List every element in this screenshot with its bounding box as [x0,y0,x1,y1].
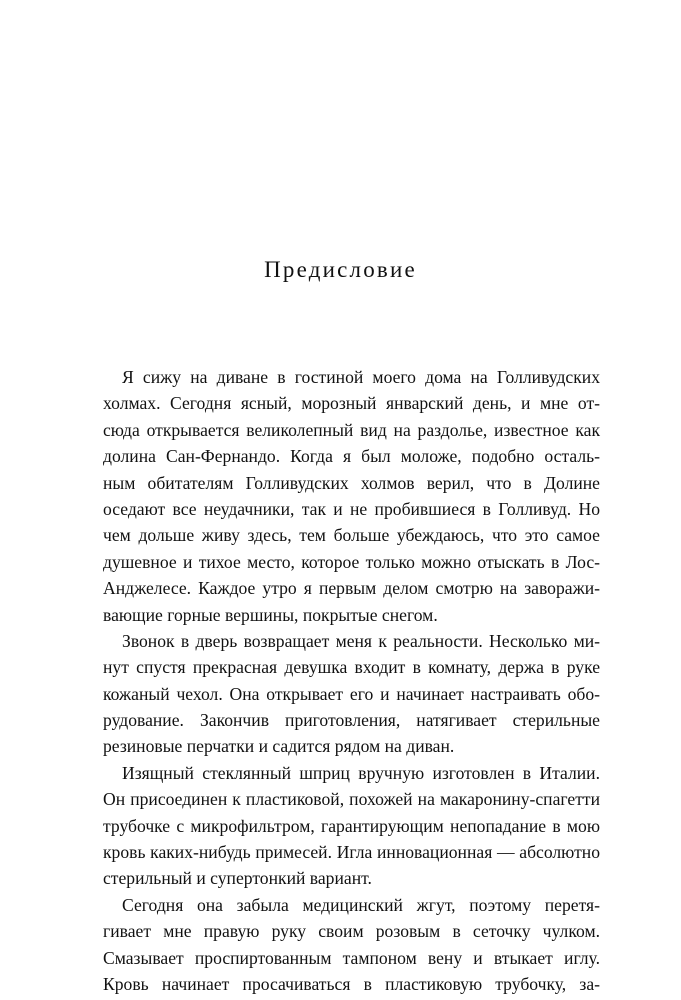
text-line: холмах. Сегодня ясный, морозный январский день, и мне от- [103,393,600,414]
text-line: долина Сан-Фернандо. Когда я был моложе, подобно осталь- [103,446,600,467]
paragraph [103,628,600,760]
text-line: сюда открывается великолепный вид на раздолье, известное как [103,419,600,440]
paragraph [103,364,600,628]
text-line: нут спустя прекрасная девушка входит в комнату, держа в руке [103,657,600,678]
text-line: Я сижу на диване в гостиной моего дома на Голливудских [122,367,600,387]
text-line: оседают все неудачники, так и не пробившиеся в Голливуд. Но [103,498,600,519]
text-line: Изящный стеклянный шприц вручную изготовлен в Италии. [122,762,600,783]
text-line: Звонок в дверь возвращает меня к реальности. Несколько ми- [122,630,600,651]
paragraph [103,892,600,998]
text-line: Он присоединен к пластиковой, похожей на макаронину-спагетти [103,789,600,810]
chapter-body [103,364,600,997]
text-line: душевное и тихое место, которое только можно отыскать в Лос- [103,551,600,572]
text-line: Сегодня она забыла медицинский жгут, поэтому перетя- [122,894,600,915]
text-line: кожаный чехол. Она открывает его и начинает настраивать обо- [103,683,600,704]
text-line: стерильный и супертонкий вариант. [103,868,372,889]
text-line: Кровь начинает просачиваться в пластиковую трубочку, за- [103,973,600,994]
text-line: ным обитателям Голливудских холмов верил, что в Долине [103,472,600,493]
text-line: гивает мне правую руку своим розовым в сеточку чулком. [103,921,600,942]
text-line: Смазывает проспиртованным тампоном вену и втыкает иглу. [103,947,600,968]
chapter-title: Предисловие [264,257,417,282]
text-line: рудование. Закончив приготовления, натягивает стерильные [103,710,600,731]
text-line: резиновые перчатки и садится рядом на диван. [103,736,455,757]
text-line: вающие горные вершины, покрытые снегом. [103,604,438,625]
text-line: кровь каких-нибудь примесей. Игла инновационная — абсолютно [103,842,600,863]
text-line: чем дольше живу здесь, тем больше убеждаюсь, что это самое [103,525,600,546]
paragraph [103,760,600,892]
text-line: трубочке с микрофильтром, гарантирующим непопадание в мою [103,815,600,836]
text-line: Анджелесе. Каждое утро я первым делом смотрю на заворажи- [103,578,600,599]
